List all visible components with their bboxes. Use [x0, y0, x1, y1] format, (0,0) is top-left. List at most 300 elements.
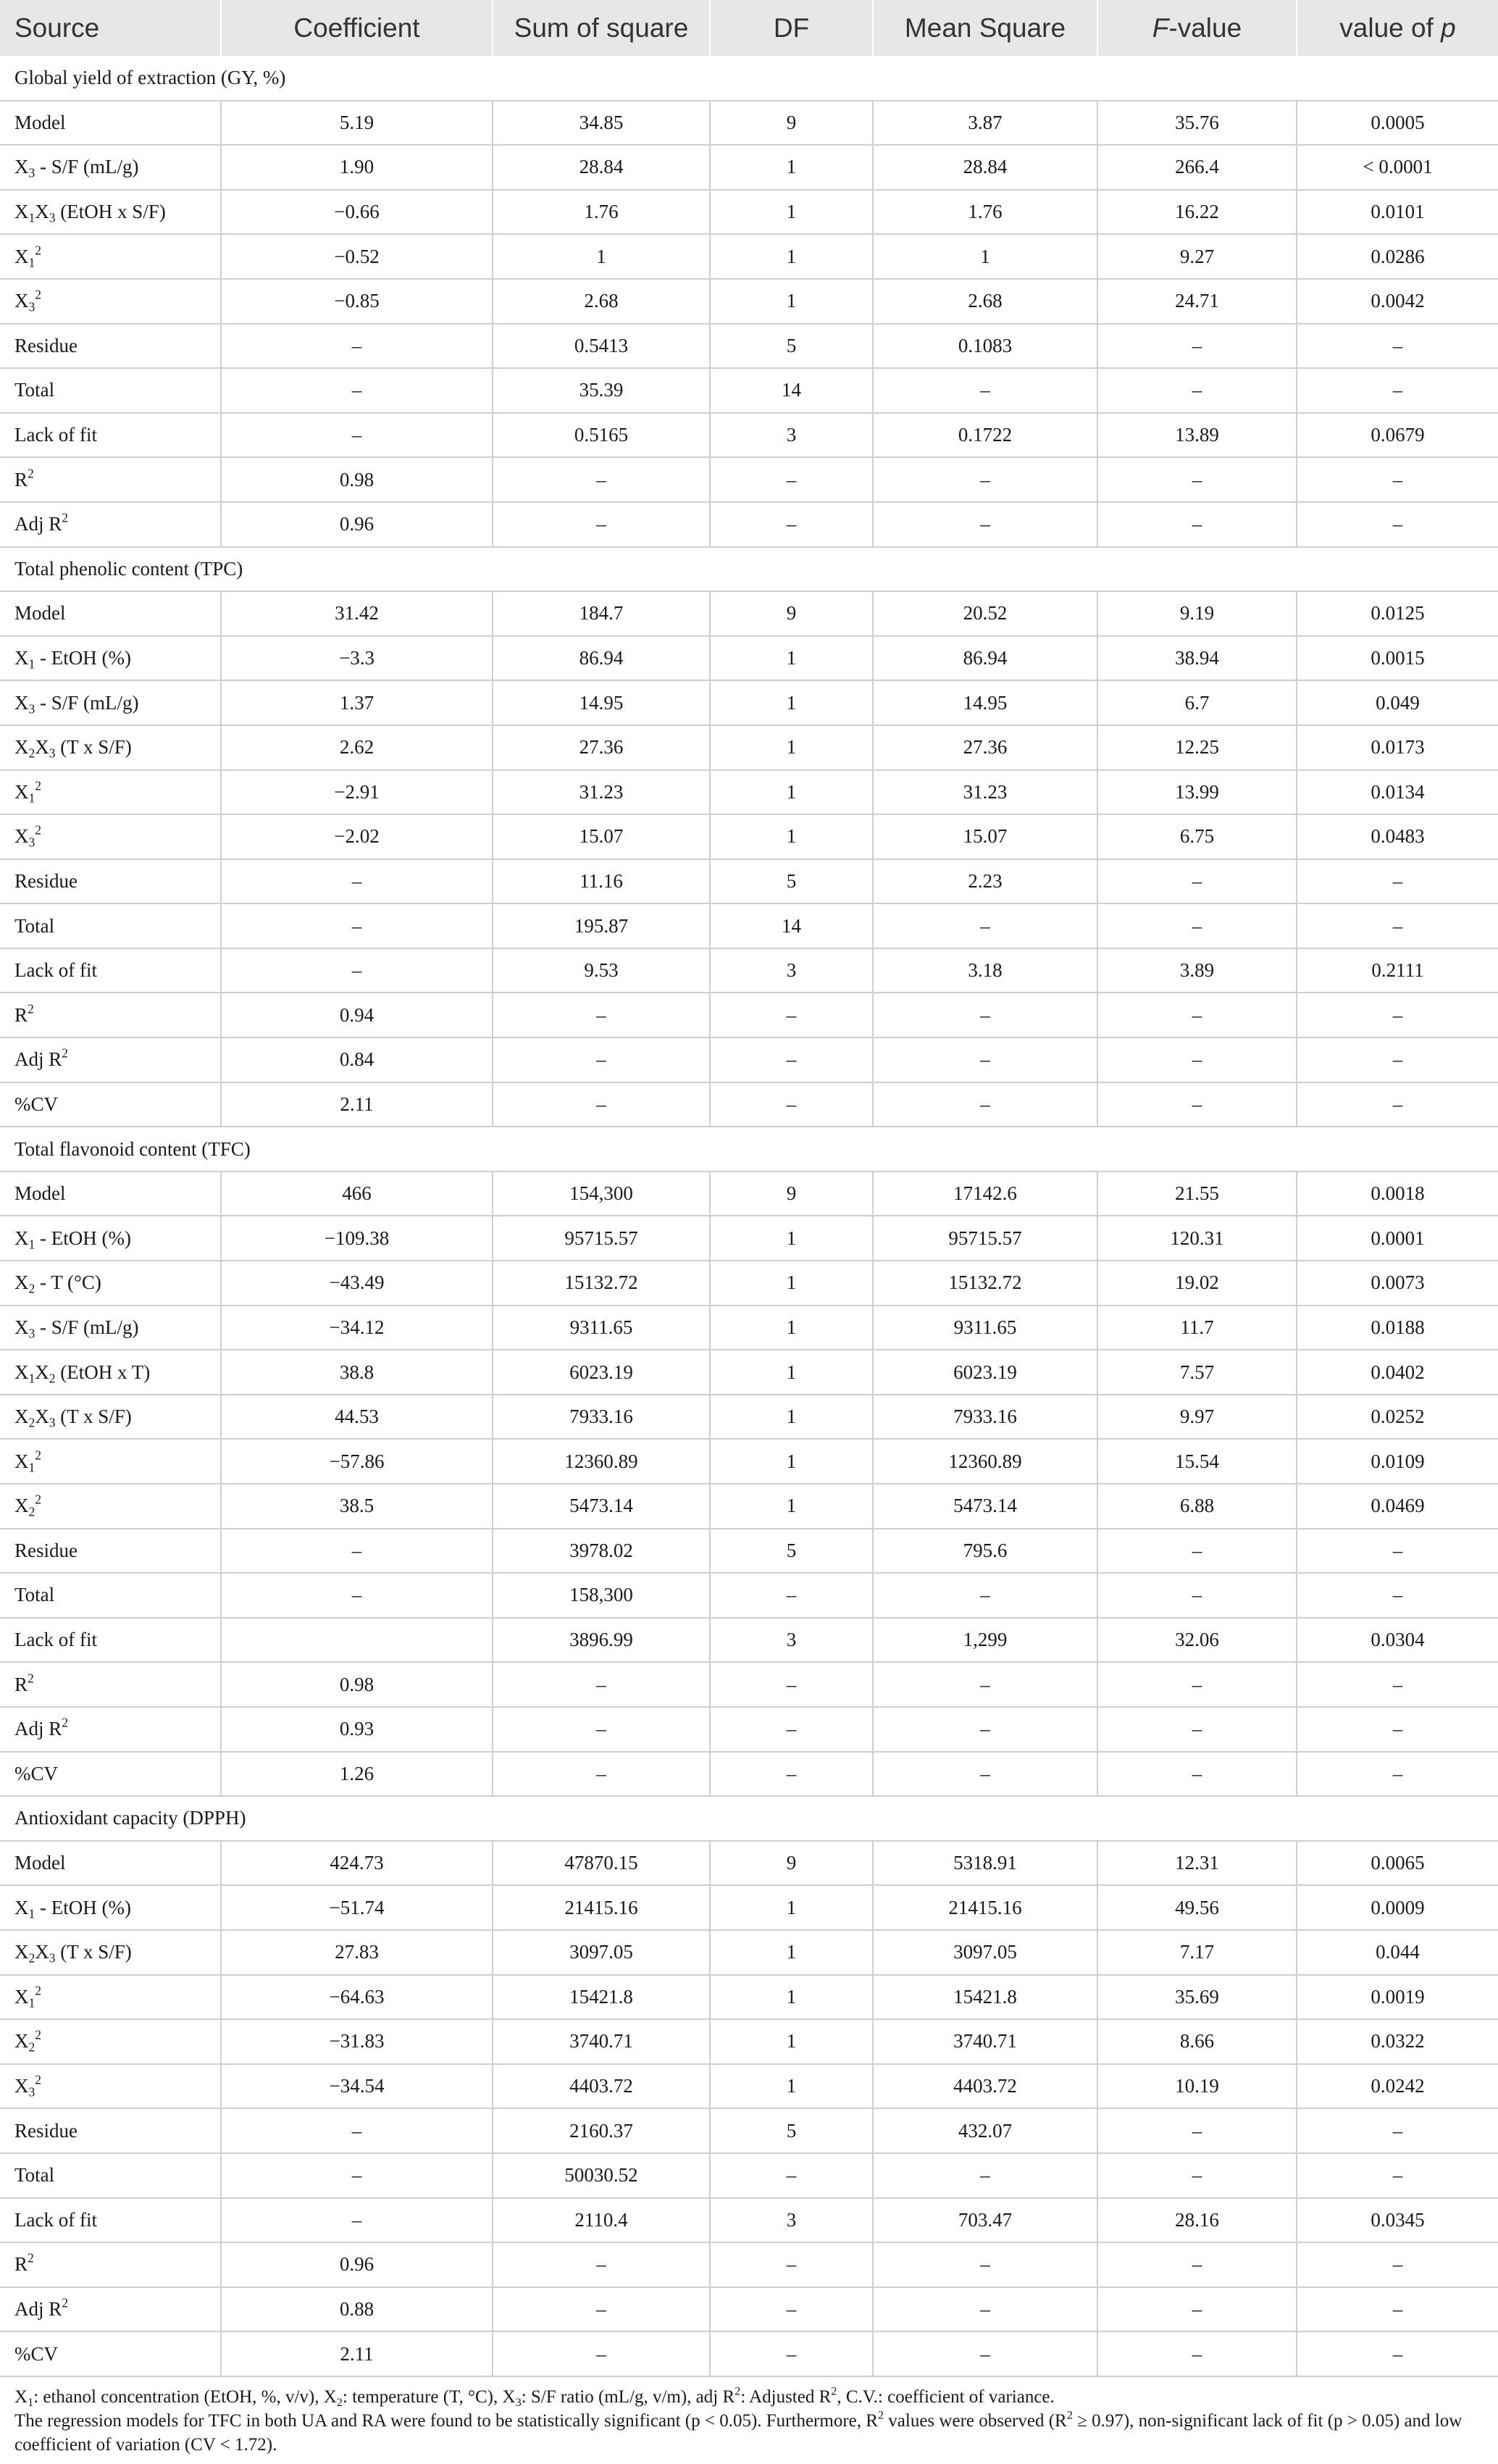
cell-p-value: 0.0019 — [1297, 1975, 1498, 2020]
cell-p-value: 0.0242 — [1297, 2064, 1498, 2109]
cell-sum-of-square: 15.07 — [493, 814, 710, 859]
cell-p-value: 0.0009 — [1297, 1885, 1498, 1930]
cell-source: Adj $R^2$ — [0, 502, 221, 547]
table-row — [0, 324, 1498, 369]
cell-sum-of-square: 3740.71 — [493, 2019, 710, 2064]
cell-f-value: 35.76 — [1097, 101, 1297, 146]
cell-p-value: 0.049 — [1297, 680, 1498, 725]
cell-f-value: 13.99 — [1097, 770, 1297, 815]
cell-sum-of-square: 35.39 — [493, 368, 710, 413]
cell-source: $X_1X_2$ (EtOH x T) — [0, 1350, 221, 1395]
cell-df: – — [710, 1573, 873, 1618]
cell-coefficient: −0.85 — [221, 279, 493, 324]
table-row — [0, 2331, 1498, 2376]
cell-mean-square: 15421.8 — [873, 1975, 1097, 2020]
cell-p-value: 0.044 — [1297, 1930, 1498, 1975]
cell-coefficient: 1.26 — [221, 1752, 493, 1797]
table-footnotes — [14, 2385, 1485, 2457]
cell-mean-square: – — [873, 457, 1097, 502]
cell-coefficient: – — [221, 324, 493, 369]
cell-f-value: 16.22 — [1097, 190, 1297, 235]
table-row — [0, 368, 1498, 413]
cell-source: $X_1$ - EtOH (%) — [0, 1885, 221, 1930]
cell-df: 1 — [710, 1395, 873, 1440]
cell-sum-of-square: – — [493, 1662, 710, 1707]
cell-sum-of-square: 28.84 — [493, 145, 710, 190]
cell-source: Lack of fit — [0, 1618, 221, 1663]
cell-mean-square: – — [873, 1037, 1097, 1082]
cell-f-value: – — [1097, 2108, 1297, 2153]
section-header-row — [0, 547, 1498, 592]
cell-p-value: – — [1297, 457, 1498, 502]
cell-coefficient: 1.37 — [221, 680, 493, 725]
cell-source: $R^2$ — [0, 993, 221, 1037]
table-row — [0, 2242, 1498, 2287]
cell-f-value: – — [1097, 457, 1297, 502]
cell-df: 1 — [710, 1975, 873, 2020]
table-row — [0, 993, 1498, 1037]
cell-df: – — [710, 1752, 873, 1797]
column-header-source: Source — [0, 0, 221, 56]
table-row — [0, 1484, 1498, 1529]
cell-coefficient: 38.8 — [221, 1350, 493, 1395]
cell-mean-square: 12360.89 — [873, 1439, 1097, 1484]
cell-p-value: – — [1297, 993, 1498, 1037]
cell-coefficient: 38.5 — [221, 1484, 493, 1529]
cell-mean-square: 1.76 — [873, 190, 1097, 235]
cell-coefficient: −3.3 — [221, 636, 493, 681]
cell-coefficient: – — [221, 859, 493, 904]
cell-source: $R^2$ — [0, 457, 221, 502]
cell-p-value: 0.0252 — [1297, 1395, 1498, 1440]
cell-p-value: < 0.0001 — [1297, 145, 1498, 190]
cell-sum-of-square: 14.95 — [493, 680, 710, 725]
cell-source: Residue — [0, 859, 221, 904]
cell-coefficient: −2.91 — [221, 770, 493, 815]
cell-coefficient: −109.38 — [221, 1216, 493, 1261]
cell-p-value: 0.0125 — [1297, 591, 1498, 636]
cell-p-value: 0.0005 — [1297, 101, 1498, 146]
cell-mean-square: 15132.72 — [873, 1261, 1097, 1306]
cell-f-value: 12.31 — [1097, 1841, 1297, 1886]
cell-source: %CV — [0, 1752, 221, 1797]
cell-coefficient: 2.62 — [221, 725, 493, 770]
table-row — [0, 1350, 1498, 1395]
cell-sum-of-square: 86.94 — [493, 636, 710, 681]
cell-f-value: 32.06 — [1097, 1618, 1297, 1663]
column-header-f-value: F-value — [1097, 0, 1297, 56]
cell-coefficient: 0.94 — [221, 993, 493, 1037]
table-row — [0, 1975, 1498, 2020]
cell-mean-square: 2.68 — [873, 279, 1097, 324]
cell-df: 3 — [710, 2198, 873, 2243]
cell-coefficient: 2.11 — [221, 2331, 493, 2376]
cell-f-value: – — [1097, 859, 1297, 904]
cell-mean-square: 15.07 — [873, 814, 1097, 859]
cell-p-value: – — [1297, 1037, 1498, 1082]
cell-coefficient: 5.19 — [221, 101, 493, 146]
table-row — [0, 770, 1498, 815]
cell-source: Residue — [0, 1529, 221, 1574]
cell-coefficient: 0.96 — [221, 2242, 493, 2287]
cell-source: $X_2^2$ — [0, 2019, 221, 2064]
cell-source: %CV — [0, 2331, 221, 2376]
cell-df: 1 — [710, 234, 873, 279]
cell-mean-square: 795.6 — [873, 1529, 1097, 1574]
cell-source: Adj $R^2$ — [0, 1037, 221, 1082]
cell-coefficient: – — [221, 1573, 493, 1618]
cell-df: 9 — [710, 591, 873, 636]
cell-df: 1 — [710, 190, 873, 235]
cell-coefficient: −64.63 — [221, 1975, 493, 2020]
cell-sum-of-square: 154,300 — [493, 1172, 710, 1216]
footnote-1: $X_1$: ethanol concentration (EtOH, %, v/v), $X_2$: temperature (T, °C), $X_3$: S/F ratio (mL/g, v/m), adj $R^2$: Adjusted $R^2$, C.V.: coefficient of variance. — [14, 2384, 1055, 2409]
cell-sum-of-square: – — [493, 1707, 710, 1752]
cell-f-value: 28.16 — [1097, 2198, 1297, 2243]
cell-coefficient: – — [221, 903, 493, 948]
cell-sum-of-square: 3896.99 — [493, 1618, 710, 1663]
cell-mean-square: – — [873, 2331, 1097, 2376]
cell-coefficient: 0.88 — [221, 2287, 493, 2332]
cell-df: 1 — [710, 1930, 873, 1975]
cell-mean-square: – — [873, 2153, 1097, 2198]
cell-mean-square: 7933.16 — [873, 1395, 1097, 1440]
table-row — [0, 1618, 1498, 1663]
table-row — [0, 1037, 1498, 1082]
cell-f-value: 11.7 — [1097, 1306, 1297, 1350]
cell-source: Total — [0, 2153, 221, 2198]
cell-sum-of-square: 50030.52 — [493, 2153, 710, 2198]
cell-p-value: – — [1297, 859, 1498, 904]
cell-df: 1 — [710, 1484, 873, 1529]
table-row — [0, 234, 1498, 279]
cell-sum-of-square: 4403.72 — [493, 2064, 710, 2109]
cell-sum-of-square: 2.68 — [493, 279, 710, 324]
cell-df: 9 — [710, 1172, 873, 1216]
cell-df: 1 — [710, 725, 873, 770]
cell-f-value: – — [1097, 1529, 1297, 1574]
cell-sum-of-square: – — [493, 993, 710, 1037]
cell-mean-square: 4403.72 — [873, 2064, 1097, 2109]
table-row — [0, 1395, 1498, 1440]
cell-f-value: 35.69 — [1097, 1975, 1297, 2020]
cell-p-value: – — [1297, 2331, 1498, 2376]
cell-df: 1 — [710, 2019, 873, 2064]
table-row — [0, 725, 1498, 770]
cell-sum-of-square: 9.53 — [493, 948, 710, 993]
cell-source: Residue — [0, 2108, 221, 2153]
column-header-coefficient: Coefficient — [221, 0, 493, 56]
cell-df: 1 — [710, 1261, 873, 1306]
cell-df: 9 — [710, 1841, 873, 1886]
cell-mean-square: 2.23 — [873, 859, 1097, 904]
cell-source: Model — [0, 1841, 221, 1886]
cell-source: Total — [0, 903, 221, 948]
cell-sum-of-square: 1 — [493, 234, 710, 279]
cell-p-value: 0.0402 — [1297, 1350, 1498, 1395]
cell-sum-of-square: 0.5413 — [493, 324, 710, 369]
cell-sum-of-square: 12360.89 — [493, 1439, 710, 1484]
cell-source: Total — [0, 368, 221, 413]
table-row — [0, 1885, 1498, 1930]
cell-f-value: – — [1097, 2153, 1297, 2198]
cell-df: 1 — [710, 1439, 873, 1484]
cell-p-value: 0.0042 — [1297, 279, 1498, 324]
cell-coefficient: −2.02 — [221, 814, 493, 859]
cell-f-value: 266.4 — [1097, 145, 1297, 190]
section-header-row — [0, 56, 1498, 101]
cell-source: $X_3^2$ — [0, 279, 221, 324]
cell-p-value: – — [1297, 1573, 1498, 1618]
cell-source: Lack of fit — [0, 2198, 221, 2243]
cell-source: $X_1^2$ — [0, 1975, 221, 2020]
cell-f-value: 6.75 — [1097, 814, 1297, 859]
cell-p-value: 0.0304 — [1297, 1618, 1498, 1663]
cell-mean-square: – — [873, 368, 1097, 413]
cell-source: Lack of fit — [0, 948, 221, 993]
cell-df: 5 — [710, 1529, 873, 1574]
cell-coefficient: −0.52 — [221, 234, 493, 279]
cell-coefficient: 0.98 — [221, 457, 493, 502]
table-body — [0, 56, 1498, 2376]
cell-p-value: – — [1297, 1082, 1498, 1127]
table-row — [0, 2064, 1498, 2109]
table-row — [0, 1172, 1498, 1216]
column-header-p-value: value of p — [1339, 12, 1456, 43]
table-row — [0, 1261, 1498, 1306]
cell-df: 5 — [710, 859, 873, 904]
cell-df: 1 — [710, 145, 873, 190]
cell-source: $R^2$ — [0, 1662, 221, 1707]
table-row — [0, 1662, 1498, 1707]
cell-f-value: 13.89 — [1097, 413, 1297, 458]
cell-source: Adj $R^2$ — [0, 1707, 221, 1752]
cell-p-value: 0.0483 — [1297, 814, 1498, 859]
cell-sum-of-square: – — [493, 1037, 710, 1082]
cell-df: 1 — [710, 814, 873, 859]
cell-sum-of-square: – — [493, 1082, 710, 1127]
cell-coefficient: 27.83 — [221, 1930, 493, 1975]
cell-p-value: 0.0173 — [1297, 725, 1498, 770]
cell-df: 14 — [710, 903, 873, 948]
cell-coefficient: 0.96 — [221, 502, 493, 547]
cell-sum-of-square: 11.16 — [493, 859, 710, 904]
cell-p-value: 0.0109 — [1297, 1439, 1498, 1484]
cell-coefficient: −0.66 — [221, 190, 493, 235]
table-row — [0, 1082, 1498, 1127]
cell-sum-of-square: 0.5165 — [493, 413, 710, 458]
cell-coefficient: −57.86 — [221, 1439, 493, 1484]
cell-source: $X_2$ - T (°C) — [0, 1261, 221, 1306]
cell-sum-of-square: 5473.14 — [493, 1484, 710, 1529]
cell-coefficient: 424.73 — [221, 1841, 493, 1886]
cell-coefficient — [221, 1618, 493, 1663]
cell-sum-of-square: 6023.19 — [493, 1350, 710, 1395]
cell-sum-of-square: 3978.02 — [493, 1529, 710, 1574]
cell-source: $X_2^2$ — [0, 1484, 221, 1529]
cell-mean-square: 703.47 — [873, 2198, 1097, 2243]
table-row — [0, 1306, 1498, 1350]
cell-source: Total — [0, 1573, 221, 1618]
header-row — [0, 0, 1498, 56]
cell-mean-square: 95715.57 — [873, 1216, 1097, 1261]
table-row — [0, 859, 1498, 904]
cell-df: 9 — [710, 101, 873, 146]
cell-mean-square: 86.94 — [873, 636, 1097, 681]
table-row — [0, 903, 1498, 948]
section-title: Total phenolic content (TPC) — [0, 547, 1498, 592]
cell-coefficient: −51.74 — [221, 1885, 493, 1930]
table-row — [0, 591, 1498, 636]
cell-df: 1 — [710, 279, 873, 324]
cell-p-value: 0.0065 — [1297, 1841, 1498, 1886]
cell-f-value: 8.66 — [1097, 2019, 1297, 2064]
cell-df: – — [710, 1662, 873, 1707]
cell-f-value: 9.97 — [1097, 1395, 1297, 1440]
cell-sum-of-square: 15132.72 — [493, 1261, 710, 1306]
cell-mean-square: – — [873, 2287, 1097, 2332]
cell-p-value: 0.0322 — [1297, 2019, 1498, 2064]
cell-mean-square: – — [873, 1752, 1097, 1797]
cell-p-value: – — [1297, 1662, 1498, 1707]
cell-source: $X_2X_3$ (T x S/F) — [0, 1395, 221, 1440]
cell-source: $R^2$ — [0, 2242, 221, 2287]
cell-sum-of-square: 34.85 — [493, 101, 710, 146]
section-title: Global yield of extraction (GY, %) — [0, 56, 1498, 101]
cell-df: – — [710, 2242, 873, 2287]
cell-f-value: – — [1097, 993, 1297, 1037]
table-row — [0, 190, 1498, 235]
table-row — [0, 1529, 1498, 1574]
table-row — [0, 814, 1498, 859]
cell-sum-of-square: 15421.8 — [493, 1975, 710, 2020]
cell-coefficient: – — [221, 368, 493, 413]
cell-f-value: 24.71 — [1097, 279, 1297, 324]
table-header — [0, 0, 1498, 56]
table-row — [0, 2108, 1498, 2153]
cell-p-value: 0.0015 — [1297, 636, 1498, 681]
cell-df: 1 — [710, 770, 873, 815]
cell-coefficient: −34.54 — [221, 2064, 493, 2109]
cell-source: $X_1^2$ — [0, 770, 221, 815]
cell-f-value: 19.02 — [1097, 1261, 1297, 1306]
cell-coefficient: −34.12 — [221, 1306, 493, 1350]
cell-df: – — [710, 2331, 873, 2376]
cell-f-value: – — [1097, 1082, 1297, 1127]
cell-p-value: – — [1297, 502, 1498, 547]
cell-source: $X_1^2$ — [0, 234, 221, 279]
cell-mean-square: 20.52 — [873, 591, 1097, 636]
table-row — [0, 1841, 1498, 1886]
cell-df: – — [710, 993, 873, 1037]
table-row — [0, 502, 1498, 547]
cell-f-value: 21.55 — [1097, 1172, 1297, 1216]
cell-p-value: – — [1297, 2153, 1498, 2198]
table-row — [0, 2287, 1498, 2332]
cell-p-value: 0.0469 — [1297, 1484, 1498, 1529]
cell-source: $X_1$ - EtOH (%) — [0, 636, 221, 681]
cell-mean-square: – — [873, 502, 1097, 547]
table-row — [0, 948, 1498, 993]
table-row — [0, 2153, 1498, 2198]
cell-mean-square: 1 — [873, 234, 1097, 279]
cell-sum-of-square: 47870.15 — [493, 1841, 710, 1886]
cell-df: – — [710, 1082, 873, 1127]
cell-df: 1 — [710, 1350, 873, 1395]
cell-f-value: 6.88 — [1097, 1484, 1297, 1529]
table-row — [0, 680, 1498, 725]
cell-source: Model — [0, 101, 221, 146]
cell-p-value: 0.0345 — [1297, 2198, 1498, 2243]
cell-mean-square: 14.95 — [873, 680, 1097, 725]
cell-source: %CV — [0, 1082, 221, 1127]
table-row — [0, 1930, 1498, 1975]
cell-coefficient: – — [221, 2108, 493, 2153]
cell-f-value: – — [1097, 2331, 1297, 2376]
cell-f-value: – — [1097, 2242, 1297, 2287]
table-row — [0, 1573, 1498, 1618]
table-row — [0, 636, 1498, 681]
cell-mean-square: – — [873, 993, 1097, 1037]
cell-coefficient: – — [221, 2198, 493, 2243]
cell-p-value: 0.0679 — [1297, 413, 1498, 458]
cell-mean-square: – — [873, 2242, 1097, 2287]
cell-coefficient: 44.53 — [221, 1395, 493, 1440]
cell-mean-square: 9311.65 — [873, 1306, 1097, 1350]
cell-p-value: – — [1297, 1707, 1498, 1752]
cell-sum-of-square: 3097.05 — [493, 1930, 710, 1975]
cell-source: $X_3 - S/F$ (mL/g) — [0, 145, 221, 190]
column-header-mean-square: Mean Square — [873, 0, 1097, 56]
cell-coefficient: 2.11 — [221, 1082, 493, 1127]
cell-f-value: 9.27 — [1097, 234, 1297, 279]
cell-source: $X_3^2$ — [0, 2064, 221, 2109]
cell-source: $X_2X_3$ (T x S/F) — [0, 1930, 221, 1975]
cell-df: 1 — [710, 1885, 873, 1930]
cell-source: $X_3 - S/F$ (mL/g) — [0, 680, 221, 725]
cell-f-value: 6.7 — [1097, 680, 1297, 725]
cell-p-value: 0.0188 — [1297, 1306, 1498, 1350]
cell-f-value: – — [1097, 2287, 1297, 2332]
cell-sum-of-square: 27.36 — [493, 725, 710, 770]
cell-mean-square: 17142.6 — [873, 1172, 1097, 1216]
cell-source: Model — [0, 1172, 221, 1216]
cell-p-value: 0.0018 — [1297, 1172, 1498, 1216]
cell-p-value: 0.0286 — [1297, 234, 1498, 279]
cell-df: – — [710, 1707, 873, 1752]
cell-source: Residue — [0, 324, 221, 369]
cell-p-value: 0.0001 — [1297, 1216, 1498, 1261]
cell-df: – — [710, 2287, 873, 2332]
cell-sum-of-square: 195.87 — [493, 903, 710, 948]
cell-mean-square: 0.1083 — [873, 324, 1097, 369]
cell-df: 1 — [710, 636, 873, 681]
cell-f-value: 10.19 — [1097, 2064, 1297, 2109]
cell-p-value: 0.0073 — [1297, 1261, 1498, 1306]
cell-coefficient: – — [221, 1529, 493, 1574]
cell-coefficient: – — [221, 2153, 493, 2198]
cell-p-value: – — [1297, 368, 1498, 413]
cell-sum-of-square: – — [493, 2287, 710, 2332]
cell-sum-of-square: 184.7 — [493, 591, 710, 636]
cell-f-value: 12.25 — [1097, 725, 1297, 770]
cell-coefficient: 466 — [221, 1172, 493, 1216]
cell-mean-square: 27.36 — [873, 725, 1097, 770]
cell-sum-of-square: 21415.16 — [493, 1885, 710, 1930]
cell-coefficient: 0.84 — [221, 1037, 493, 1082]
cell-mean-square: 0.1722 — [873, 413, 1097, 458]
cell-f-value: 15.54 — [1097, 1439, 1297, 1484]
